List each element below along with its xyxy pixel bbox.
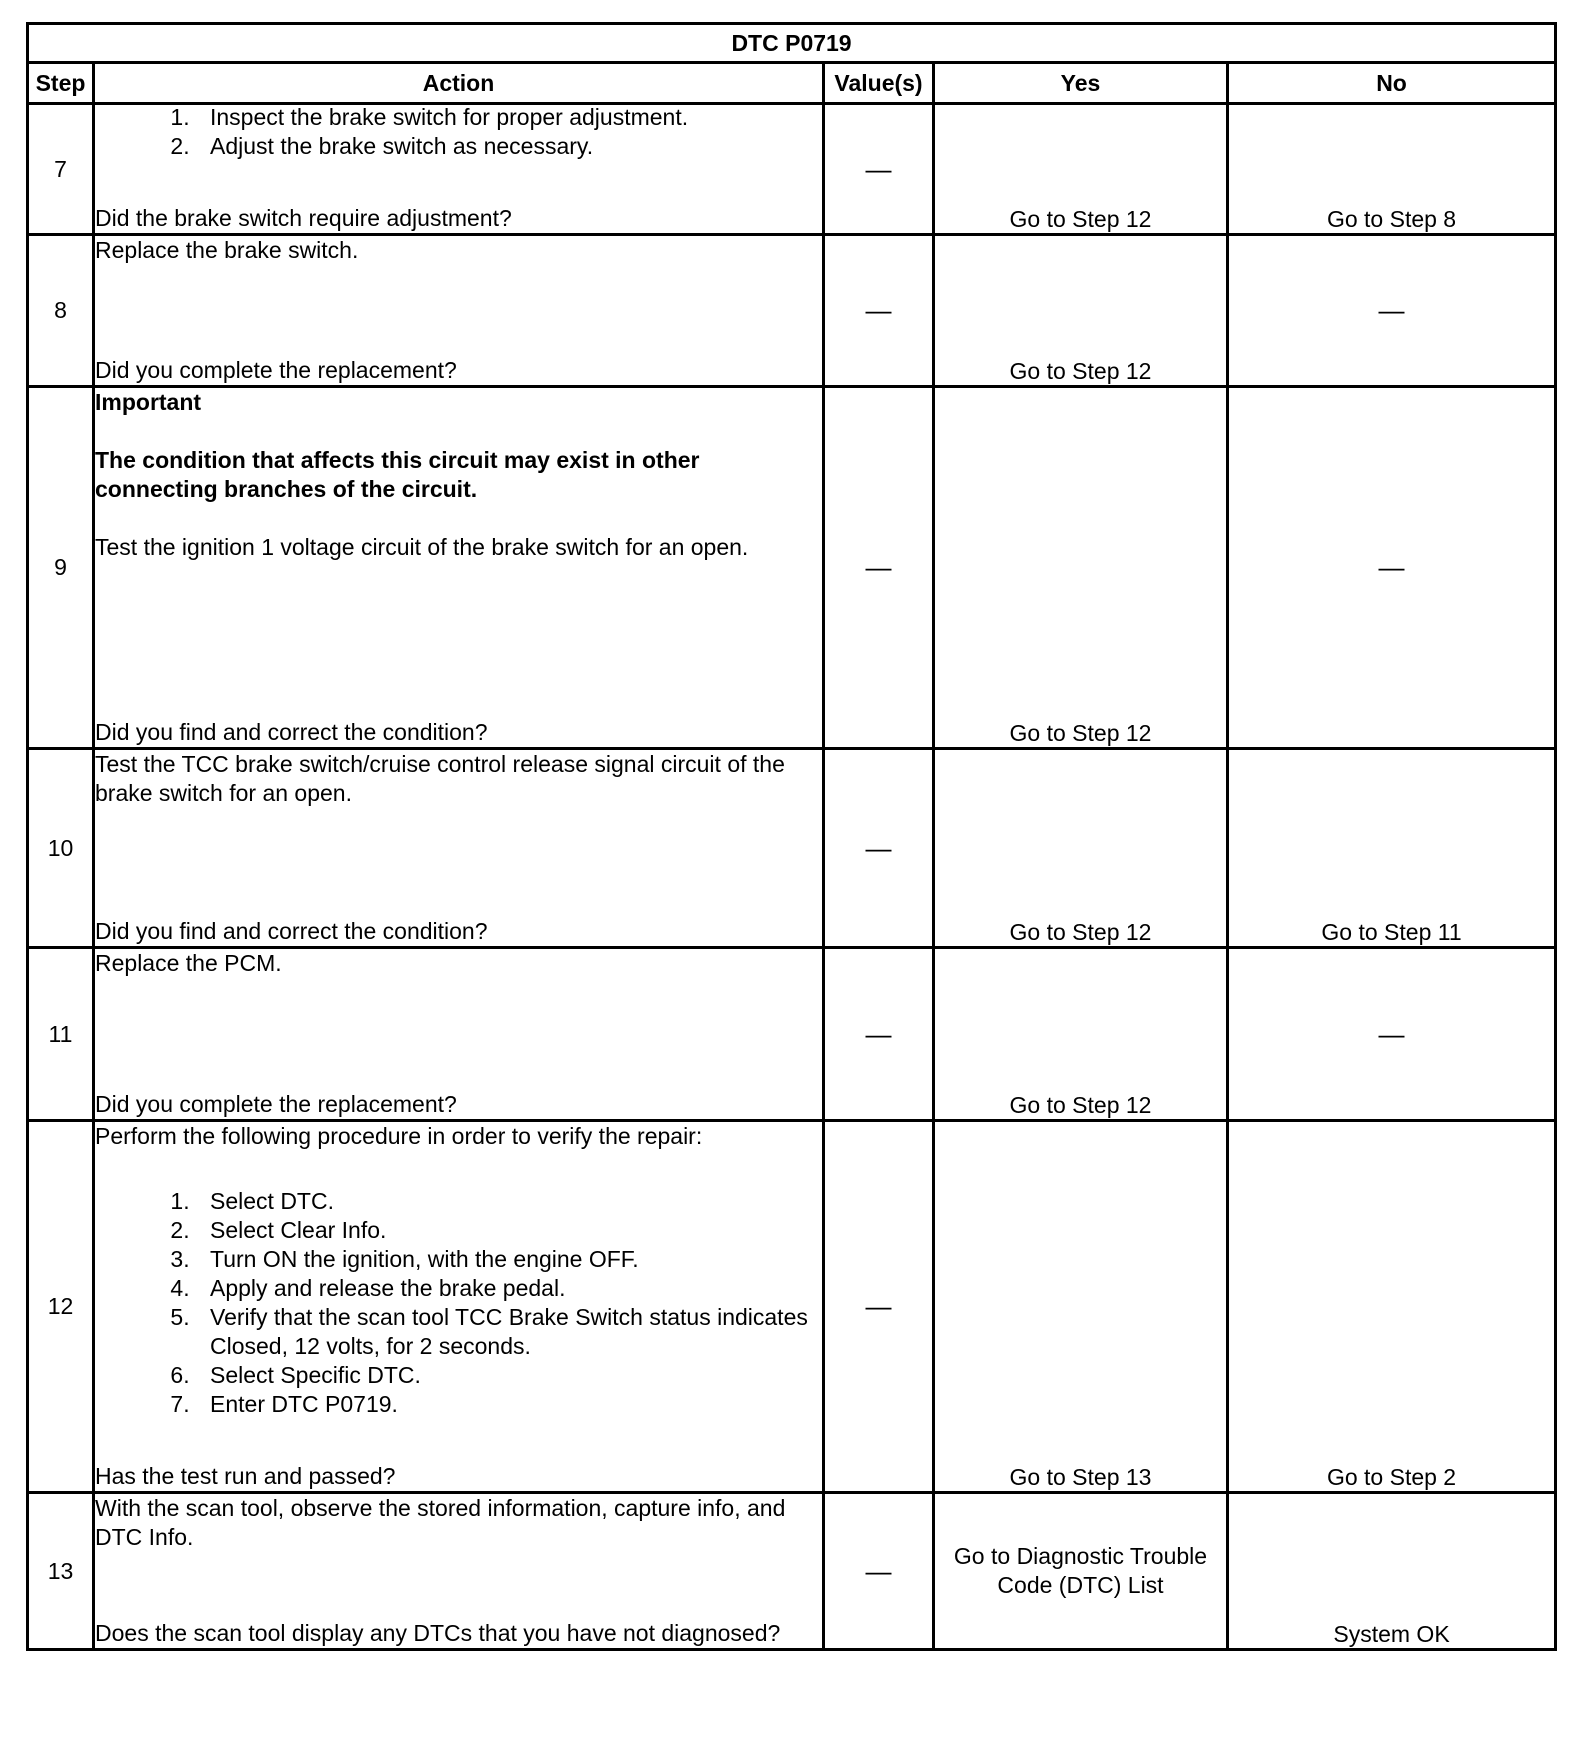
action-text: Replace the PCM. [95,950,282,976]
list-item: 7. Enter DTC P0719. [196,1390,822,1419]
action-question: Did you find and correct the condition? [95,719,488,745]
yes-link[interactable]: Go to Step 12 [934,104,1228,235]
yes-link[interactable]: Go to Step 12 [934,387,1228,749]
list-item: 2. Adjust the brake switch as necessary. [196,132,822,161]
step-number: 11 [28,948,94,1121]
header-action: Action [94,63,824,104]
list-item: 1. Select DTC. [196,1187,822,1216]
action-cell [94,235,824,387]
no-value: — [1228,948,1556,1121]
list-item: 2. Select Clear Info. [196,1216,822,1245]
value-cell: — [824,948,934,1121]
action-text: With the scan tool, observe the stored information, capture info, and DTC Info. [95,1495,786,1550]
step-number: 9 [28,387,94,749]
action-cell [94,387,824,749]
yes-link[interactable]: Go to Step 13 [934,1121,1228,1493]
action-steps [95,1187,822,1419]
action-cell [94,104,824,235]
yes-link[interactable]: Go to Diagnostic Trouble Code (DTC) List [934,1493,1228,1650]
header-no: No [1228,63,1556,104]
value-cell: — [824,1493,934,1650]
value-cell: — [824,1121,934,1493]
important-note: The condition that affects this circuit may exist in other connecting branches of the circuit. [95,447,700,502]
list-item: 1. Inspect the brake switch for proper adjustment. [196,103,822,132]
no-link[interactable]: Go to Step 2 [1228,1121,1556,1493]
yes-link[interactable]: Go to Step 12 [934,948,1228,1121]
yes-link[interactable]: Go to Step 12 [934,235,1228,387]
step-number: 7 [28,104,94,235]
step-number: 8 [28,235,94,387]
step-number: 10 [28,749,94,948]
no-value: — [1228,387,1556,749]
no-link[interactable]: Go to Step 11 [1228,749,1556,948]
action-cell [94,1121,824,1493]
action-text: Test the TCC brake switch/cruise control release signal circuit of the brake switch for an open. [95,751,785,806]
step-number: 12 [28,1121,94,1493]
value-cell: — [824,749,934,948]
yes-link[interactable]: Go to Step 12 [934,749,1228,948]
action-text: Perform the following procedure in order to verify the repair: [95,1123,703,1149]
action-question: Has the test run and passed? [95,1463,396,1489]
action-cell [94,749,824,948]
no-result: System OK [1228,1493,1556,1650]
important-label: Important [95,389,202,415]
action-question: Did the brake switch require adjustment? [95,205,512,231]
action-cell [94,1493,824,1650]
table-row [28,1121,1556,1493]
value-cell: — [824,104,934,235]
header-step: Step [28,63,94,104]
action-text: Test the ignition 1 voltage circuit of the brake switch for an open. [95,534,749,560]
list-item: 3. Turn ON the ignition, with the engine OFF. [196,1245,822,1274]
action-text: Replace the brake switch. [95,237,359,263]
no-link[interactable]: Go to Step 8 [1228,104,1556,235]
no-value: — [1228,235,1556,387]
header-values: Value(s) [824,63,934,104]
action-question: Did you complete the replacement? [95,357,457,383]
header-yes: Yes [934,63,1228,104]
table-row [28,235,1556,387]
action-question: Did you complete the replacement? [95,1091,457,1117]
dtc-table [26,22,1557,1651]
value-cell: — [824,387,934,749]
table-row [28,749,1556,948]
list-item: 5. Verify that the scan tool TCC Brake Switch status indicates Closed, 12 volts, for 2 seconds. [196,1303,822,1361]
table-row [28,948,1556,1121]
table-row [28,387,1556,749]
table-row [28,104,1556,235]
list-item: 6. Select Specific DTC. [196,1361,822,1390]
action-question: Does the scan tool display any DTCs that you have not diagnosed? [95,1620,781,1646]
action-question: Did you find and correct the condition? [95,918,488,944]
action-steps [95,103,822,161]
table-row [28,1493,1556,1650]
table-title: DTC P0719 [28,24,1556,63]
value-cell: — [824,235,934,387]
action-cell [94,948,824,1121]
list-item: 4. Apply and release the brake pedal. [196,1274,822,1303]
step-number: 13 [28,1493,94,1650]
